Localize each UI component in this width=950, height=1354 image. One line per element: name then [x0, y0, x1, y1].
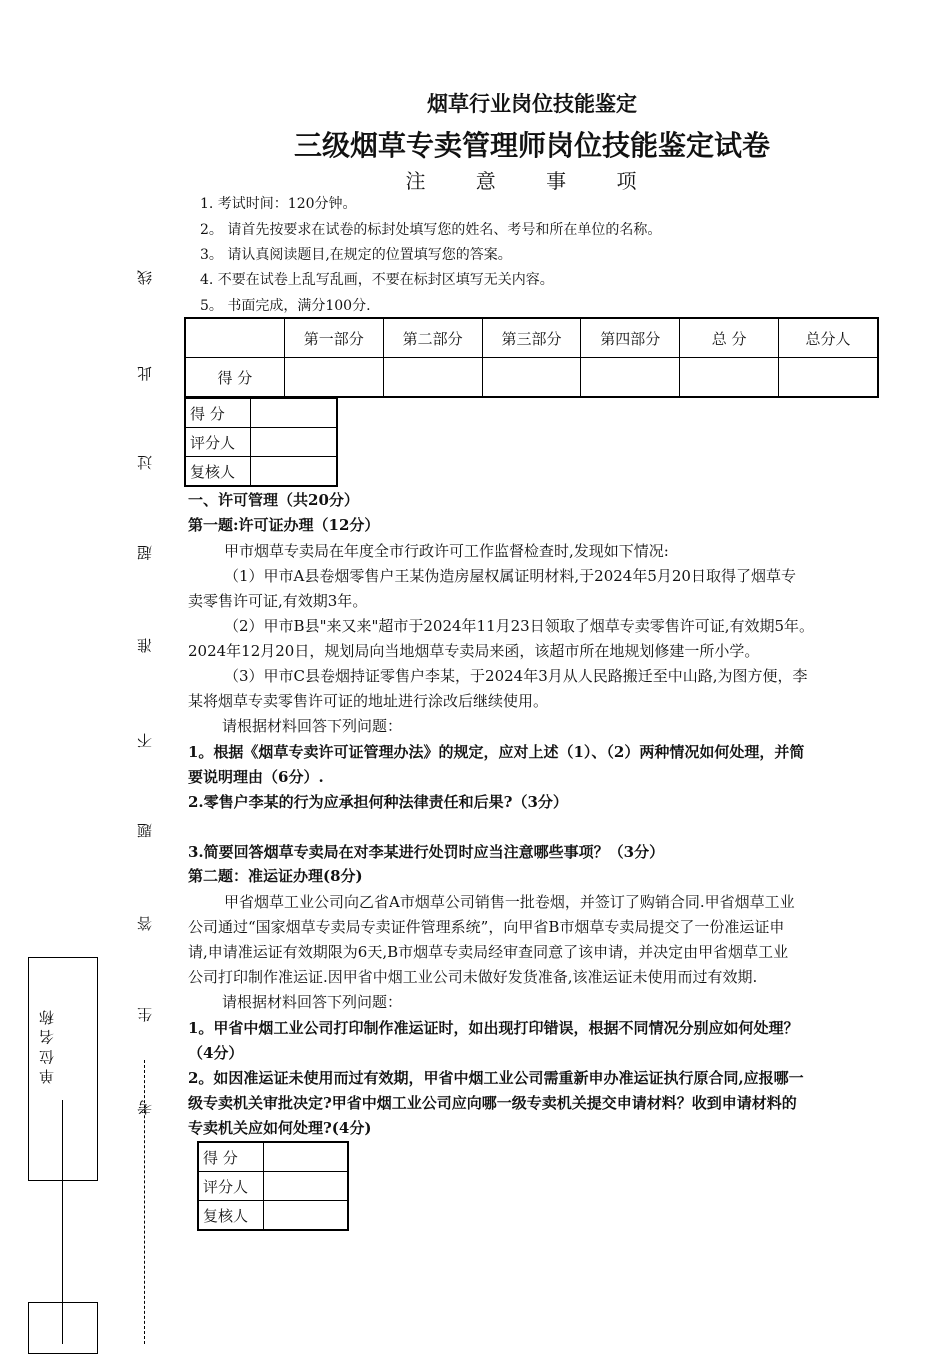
grader1-score-label: 得 分 — [185, 398, 251, 428]
score-cell-part4[interactable] — [581, 358, 680, 398]
side-label-10: 考 — [136, 1100, 154, 1115]
q2-para-line2: 公司通过“国家烟草专卖局专卖证件管理系统”，向甲省B市烟草专卖局提交了一份准运证申 — [188, 918, 785, 936]
score-cell-part1[interactable] — [284, 358, 383, 398]
grader1-grader-cell[interactable] — [251, 428, 338, 457]
grader1-reviewer-cell[interactable] — [251, 457, 338, 487]
q1-case2-line2: 2024年12月20日，规划局向当地烟草专卖局来函，该超市所在地规划修建一所小学。 — [188, 642, 760, 660]
note-1: 1. 考试时间：120分钟。 — [200, 196, 357, 212]
question2-title: 第二题：准运证办理(8分) — [188, 867, 363, 885]
note-4: 4. 不要在试卷上乱写乱画，不要在标封区填写无关内容。 — [200, 272, 554, 288]
side-label-4: 超 — [136, 545, 154, 560]
question1-title: 第一题:许可证办理（12分） — [188, 516, 380, 534]
q1-subq2: 2.零售户李某的行为应承担何种法律责任和后果?（3分） — [188, 793, 568, 811]
q2-subq2-line1: 2。如因准运证未使用而过有效期，甲省中烟工业公司需重新申办准运证执行原合同,应报哪一 — [188, 1069, 804, 1087]
grader-table-2 — [197, 1141, 349, 1231]
q2-subq2-line2: 级专卖机关审批决定?甲省中烟工业公司应向哪一级专卖机关提交申请材料？收到申请材料的 — [188, 1094, 797, 1112]
q1-prompt: 请根据材料回答下列问题： — [222, 717, 403, 735]
score-cell-scorer[interactable] — [779, 358, 878, 398]
grader1-grader-label: 评分人 — [185, 428, 251, 457]
q1-case3-line1: （3）甲市C县卷烟持证零售户李某，于2024年3月从人民路搬迁至中山路,为图方便，李 — [224, 667, 808, 685]
grader2-reviewer-label: 复核人 — [198, 1201, 264, 1231]
side-label-9: 生 — [136, 1007, 154, 1022]
q1-subq1-line1: 1。根据《烟草专卖许可证管理办法》的规定，应对上述（1）、（2）两种情况如何处理，并简 — [188, 743, 805, 761]
side-label-3: 过 — [136, 455, 154, 470]
score-cell-total[interactable] — [680, 358, 779, 398]
q2-subq1-line2: （4分） — [188, 1044, 244, 1062]
side-label-8: 答 — [136, 916, 154, 931]
section-heading: 一、许可管理（共20分） — [188, 491, 359, 509]
score-header-scorer: 总分人 — [779, 318, 878, 358]
unit-name-label: 单 位 名 称 — [38, 1010, 56, 1085]
score-header-blank — [185, 318, 284, 358]
side-label-2: 此 — [136, 366, 154, 381]
seal-dashed-line — [144, 1060, 145, 1344]
q1-subq3: 3.简要回答烟草专卖局在对李某进行处罚时应当注意哪些事项？（3分） — [188, 843, 665, 861]
grader1-reviewer-label: 复核人 — [185, 457, 251, 487]
side-label-6: 不 — [136, 733, 154, 748]
score-header-part3: 第三部分 — [482, 318, 581, 358]
exam-category-title: 烟草行业岗位技能鉴定 — [427, 91, 637, 116]
q2-para-line1: 甲省烟草工业公司向乙省A市烟草公司销售一批卷烟，并签订了购销合同.甲省烟草工业 — [224, 893, 795, 911]
grader-table-1 — [184, 397, 338, 487]
side-label-1: 线 — [136, 270, 154, 285]
q2-para-line4: 公司打印制作准运证.因甲省中烟工业公司未做好发货准备,该准运证未使用而过有效期. — [188, 968, 758, 986]
total-score-table — [184, 317, 879, 398]
side-label-7: 题 — [136, 823, 154, 838]
note-3: 3。 请认真阅读题目,在规定的位置填写您的答案。 — [200, 247, 512, 263]
q1-case3-line2: 某将烟草专卖零售许可证的地址进行涂改后继续使用。 — [188, 692, 549, 710]
score-cell-part3[interactable] — [482, 358, 581, 398]
score-header-total: 总 分 — [680, 318, 779, 358]
grader1-score-cell[interactable] — [251, 398, 338, 428]
q2-para-line3: 请,申请准运证有效期限为6天,B市烟草专卖局经审查同意了该申请，并决定由甲省烟草工业 — [188, 943, 789, 961]
q2-subq2-line3: 专卖机关应如何处理?(4分) — [188, 1119, 372, 1137]
binding-box-bottom — [28, 1302, 98, 1354]
grader2-grader-label: 评分人 — [198, 1172, 264, 1201]
q1-intro: 甲市烟草专卖局在年度全市行政许可工作监督检查时,发现如下情况: — [224, 542, 669, 560]
score-header-part1: 第一部分 — [284, 318, 383, 358]
grader2-grader-cell[interactable] — [264, 1172, 349, 1201]
score-header-part2: 第二部分 — [383, 318, 482, 358]
q1-case1-line1: （1）甲市A县卷烟零售户王某伪造房屋权属证明材料,于2024年5月20日取得了烟草专 — [224, 567, 796, 585]
score-row-label: 得 分 — [185, 358, 284, 398]
notice-heading: 注 意 事 项 — [405, 169, 659, 193]
exam-main-title: 三级烟草专卖管理师岗位技能鉴定试卷 — [293, 129, 770, 162]
grader2-score-label: 得 分 — [198, 1142, 264, 1172]
grader2-reviewer-cell[interactable] — [264, 1201, 349, 1231]
score-cell-part2[interactable] — [383, 358, 482, 398]
q2-subq1-line1: 1。甲省中烟工业公司打印制作准运证时，如出现打印错误，根据不同情况分别应如何处理？ — [188, 1019, 799, 1037]
q1-subq1-line2: 要说明理由（6分）. — [188, 768, 324, 786]
q1-case1-line2: 卖零售许可证,有效期3年。 — [188, 592, 368, 610]
q2-prompt: 请根据材料回答下列问题： — [222, 993, 403, 1011]
score-header-part4: 第四部分 — [581, 318, 680, 358]
q1-case2-line1: （2）甲市B县"来又来"超市于2024年11月23日领取了烟草专卖零售许可证,有效期5年。 — [224, 617, 815, 635]
side-label-5: 准 — [136, 638, 154, 653]
note-2: 2。 请首先按要求在试卷的标封处填写您的姓名、考号和所在单位的名称。 — [200, 222, 662, 238]
grader2-score-cell[interactable] — [264, 1142, 349, 1172]
note-5: 5。 书面完成，满分100分. — [200, 298, 371, 314]
